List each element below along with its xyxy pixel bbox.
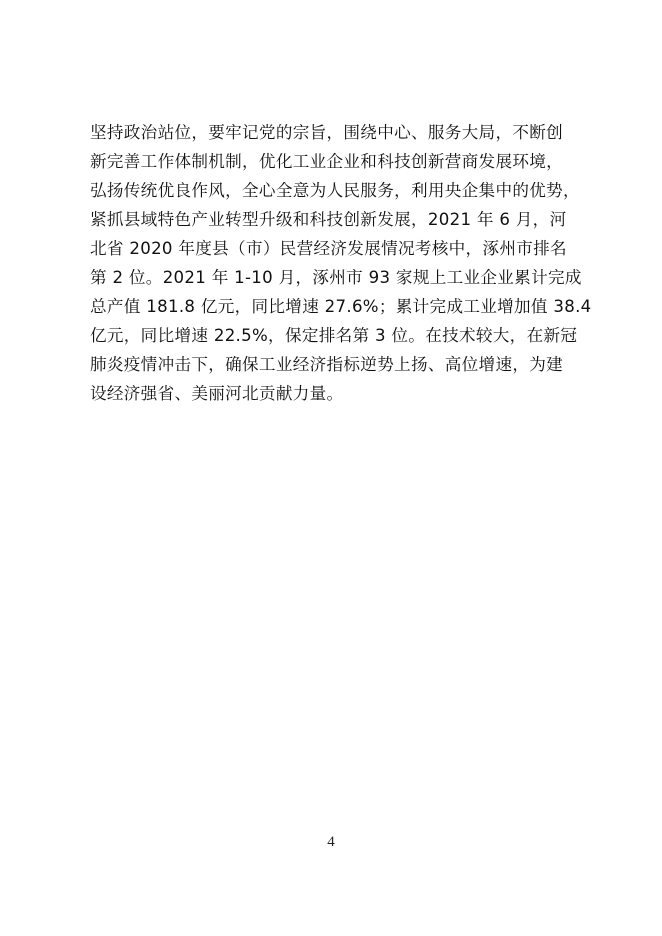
paragraph-line: 新完善工作体制机制，优化工业企业和科技创新营商发展环境， <box>90 152 564 171</box>
paragraph-line: 肺炎疫情冲击下，确保工业经济指标逆势上扬、高位增速，为建 <box>90 355 564 374</box>
paragraph-line: 亿元，同比增速 22.5%，保定排名第 3 位。在技术较大，在新冠 <box>90 326 578 345</box>
paragraph-line: 北省 2020 年度县（市）民营经济发展情况考核中，涿州市排名 <box>90 239 567 258</box>
page-number: 4 <box>327 834 335 850</box>
body-paragraph <box>90 118 592 408</box>
paragraph-line: 弘扬传统优良作风，全心全意为人民服务，利用央企集中的优势， <box>90 181 580 200</box>
paragraph-line: 总产值 181.8 亿元，同比增速 27.6%；累计完成工业增加值 38.4 <box>90 297 592 316</box>
paragraph-line: 设经济强省、美丽河北贡献力量。 <box>90 384 344 403</box>
paragraph-line: 第 2 位。2021 年 1-10 月，涿州市 93 家规上工业企业累计完成 <box>90 268 582 287</box>
paragraph-line: 紧抓县域特色产业转型升级和科技创新发展，2021 年 6 月，河 <box>90 210 567 229</box>
paragraph-line: 坚持政治站位，要牢记党的宗旨，围绕中心、服务大局，不断创 <box>90 123 564 142</box>
